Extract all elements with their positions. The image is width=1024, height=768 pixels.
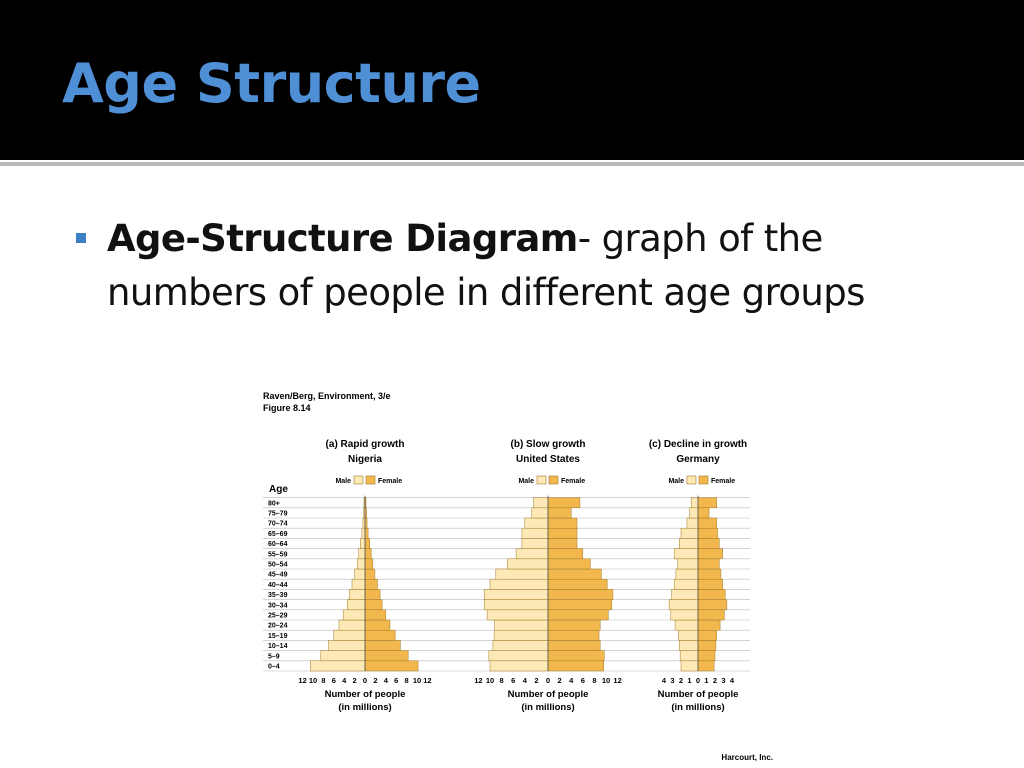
female-bar <box>365 610 386 620</box>
male-bar <box>669 600 698 610</box>
male-bar <box>522 528 548 538</box>
female-bar <box>698 630 717 640</box>
age-label: 10–14 <box>268 643 288 651</box>
x-tick-label: 6 <box>394 676 399 685</box>
male-bar <box>679 538 698 548</box>
x-tick-label: 10 <box>412 676 422 685</box>
x-tick-label: 12 <box>474 676 483 685</box>
x-tick-label: 3 <box>670 676 675 685</box>
female-bar <box>698 661 714 671</box>
age-label: 60–64 <box>268 541 288 549</box>
male-bar <box>334 630 365 640</box>
age-label: 0–4 <box>268 663 280 671</box>
male-bar <box>679 640 698 650</box>
male-bar <box>681 661 698 671</box>
female-bar <box>698 549 723 559</box>
source-line-2: Figure 8.14 <box>263 403 311 413</box>
female-bar <box>365 589 380 599</box>
age-label: 80+ <box>268 500 280 508</box>
female-bar <box>365 528 368 538</box>
female-bar <box>548 579 607 589</box>
x-tick-label: 8 <box>321 676 326 685</box>
female-bar <box>548 569 601 579</box>
female-bar <box>698 508 709 518</box>
age-label: 40–44 <box>268 581 288 589</box>
legend-female-label: Female <box>561 478 586 485</box>
female-bar <box>548 518 577 528</box>
male-bar <box>355 569 365 579</box>
male-bar <box>343 610 365 620</box>
x-axis-label-units: (in millions) <box>338 702 392 713</box>
female-bar <box>698 579 723 589</box>
age-label: 15–19 <box>268 632 288 640</box>
male-bar <box>672 589 698 599</box>
x-axis-label: Number of people <box>507 689 589 700</box>
x-tick-label: 0 <box>362 676 368 685</box>
female-bar <box>548 549 583 559</box>
male-bar <box>352 579 365 589</box>
x-tick-label: 2 <box>352 676 357 685</box>
x-axis-label: Number of people <box>324 689 406 700</box>
male-bar <box>347 600 365 610</box>
x-tick-label: 2 <box>534 676 539 685</box>
legend-female-swatch <box>366 476 375 484</box>
female-bar <box>698 651 715 661</box>
x-tick-label: 2 <box>678 676 684 685</box>
female-bar <box>548 498 580 508</box>
male-bar <box>674 549 698 559</box>
x-tick-label: 10 <box>308 676 318 685</box>
x-tick-label: 4 <box>522 676 527 685</box>
x-tick-label: 6 <box>511 676 516 685</box>
chart-title: (c) Decline in growth <box>648 439 748 450</box>
age-label: 75–79 <box>268 510 288 518</box>
female-bar <box>365 549 371 559</box>
female-bar <box>548 589 613 599</box>
female-bar <box>548 600 612 610</box>
male-bar <box>484 589 548 599</box>
female-bar <box>698 620 720 630</box>
male-bar <box>690 508 699 518</box>
male-bar <box>329 640 365 650</box>
chart-title: (a) Rapid growth <box>325 439 405 450</box>
x-axis-label-units: (in millions) <box>521 702 575 713</box>
x-tick-label: 10 <box>485 676 495 685</box>
female-bar <box>548 508 571 518</box>
legend-male-swatch <box>354 476 363 484</box>
legend-female-swatch <box>699 476 708 484</box>
x-tick-label: 1 <box>704 676 709 685</box>
age-label: 65–69 <box>268 530 288 538</box>
female-bar <box>698 569 721 579</box>
female-bar <box>365 579 377 589</box>
age-label: 20–24 <box>268 622 288 630</box>
x-tick-label: 4 <box>569 676 574 685</box>
male-bar <box>360 538 365 548</box>
male-bar <box>676 569 698 579</box>
male-bar <box>534 498 549 508</box>
male-bar <box>496 569 548 579</box>
male-bar <box>490 579 548 589</box>
female-bar <box>698 600 727 610</box>
legend-female-swatch <box>549 476 558 484</box>
male-bar <box>522 538 548 548</box>
legend-male-label: Male <box>668 478 684 485</box>
male-bar <box>681 528 698 538</box>
bullet-text <box>107 212 967 320</box>
male-bar <box>691 498 698 508</box>
female-bar <box>548 651 604 661</box>
female-bar <box>365 651 408 661</box>
male-bar <box>532 508 548 518</box>
female-bar <box>698 518 717 528</box>
legend-male-label: Male <box>335 478 351 485</box>
female-bar <box>548 620 600 630</box>
x-tick-label: 4 <box>342 676 347 685</box>
male-bar <box>489 651 548 661</box>
male-bar <box>494 630 548 640</box>
male-bar <box>349 589 365 599</box>
age-label: 70–74 <box>268 520 288 528</box>
legend-female-label: Female <box>711 478 736 485</box>
female-bar <box>548 661 604 671</box>
pyramid-2 <box>649 439 747 713</box>
male-bar <box>678 559 698 569</box>
female-bar <box>698 498 717 508</box>
slide-title: Age Structure <box>62 52 481 115</box>
male-bar <box>487 610 548 620</box>
bullet-definition: - graph of the numbers of people in different age groups <box>107 217 865 314</box>
x-tick-label: 3 <box>721 676 726 685</box>
x-tick-label: 4 <box>729 676 735 685</box>
credit-text: Harcourt, Inc. <box>721 753 773 762</box>
female-bar <box>365 559 373 569</box>
chart-subtitle: Germany <box>676 454 720 465</box>
female-bar <box>365 538 370 548</box>
female-bar <box>365 640 400 650</box>
male-bar <box>525 518 548 528</box>
male-bar <box>484 600 548 610</box>
pyramids <box>298 439 747 713</box>
male-bar <box>310 661 365 671</box>
male-bar <box>675 620 698 630</box>
male-bar <box>507 559 548 569</box>
x-tick-label: 2 <box>373 676 378 685</box>
x-tick-label: 8 <box>404 676 409 685</box>
x-axis-label: Number of people <box>657 689 739 700</box>
x-tick-label: 12 <box>298 676 307 685</box>
female-bar <box>365 630 395 640</box>
male-bar <box>671 610 698 620</box>
female-bar <box>548 640 600 650</box>
source-line-1: Raven/Berg, Environment, 3/e <box>263 391 391 401</box>
female-bar <box>698 589 725 599</box>
x-tick-label: 0 <box>695 676 701 685</box>
male-bar <box>495 620 548 630</box>
male-bar <box>680 651 698 661</box>
female-bar <box>548 538 577 548</box>
bullet-term: Age-Structure Diagram <box>107 217 578 260</box>
age-labels <box>268 500 288 670</box>
male-bar <box>674 579 698 589</box>
x-tick-label: 12 <box>613 676 622 685</box>
legend-male-label: Male <box>518 478 534 485</box>
male-bar <box>357 559 365 569</box>
x-tick-label: 2 <box>712 676 718 685</box>
x-tick-label: 10 <box>601 676 611 685</box>
x-tick-label: 1 <box>687 676 692 685</box>
male-bar <box>362 528 365 538</box>
x-tick-label: 8 <box>499 676 504 685</box>
title-divider <box>0 162 1024 166</box>
female-bar <box>365 661 418 671</box>
male-bar <box>339 620 365 630</box>
female-bar <box>365 600 382 610</box>
x-axis-label-units: (in millions) <box>671 702 725 713</box>
x-tick-label: 0 <box>545 676 551 685</box>
age-label: 25–29 <box>268 612 288 620</box>
x-tick-label: 4 <box>383 676 388 685</box>
female-bar <box>548 559 590 569</box>
chart-subtitle: United States <box>516 454 580 465</box>
male-bar <box>490 661 548 671</box>
female-bar <box>698 559 719 569</box>
bullet-marker <box>76 233 86 243</box>
female-bar <box>698 538 719 548</box>
x-tick-label: 4 <box>661 676 667 685</box>
x-tick-label: 6 <box>331 676 336 685</box>
age-label: 5–9 <box>268 653 280 661</box>
female-bar <box>548 528 577 538</box>
x-tick-label: 2 <box>557 676 562 685</box>
female-bar <box>698 528 718 538</box>
chart-title: (b) Slow growth <box>510 439 586 450</box>
female-bar <box>548 630 599 640</box>
pyramid-1 <box>474 439 622 713</box>
age-structure-figure <box>255 385 785 768</box>
x-tick-label: 6 <box>580 676 585 685</box>
female-bar <box>548 610 608 620</box>
age-label: 45–49 <box>268 571 288 579</box>
age-label: 30–34 <box>268 602 288 610</box>
chart-subtitle: Nigeria <box>348 454 382 465</box>
legend-female-label: Female <box>378 478 403 485</box>
x-tick-label: 8 <box>592 676 597 685</box>
x-tick-label: 12 <box>423 676 432 685</box>
male-bar <box>493 640 548 650</box>
legend-male-swatch <box>687 476 696 484</box>
age-label: 55–59 <box>268 551 288 559</box>
female-bar <box>698 640 716 650</box>
female-bar <box>365 569 375 579</box>
male-bar <box>687 518 698 528</box>
age-label: 35–39 <box>268 592 288 600</box>
male-bar <box>516 549 548 559</box>
male-bar <box>321 651 365 661</box>
male-bar <box>678 630 698 640</box>
age-label: 50–54 <box>268 561 288 569</box>
legend-male-swatch <box>537 476 546 484</box>
pyramid-0 <box>298 439 431 713</box>
male-bar <box>359 549 365 559</box>
female-bar <box>698 610 724 620</box>
female-bar <box>365 620 390 630</box>
age-axis-label: Age <box>269 484 288 495</box>
